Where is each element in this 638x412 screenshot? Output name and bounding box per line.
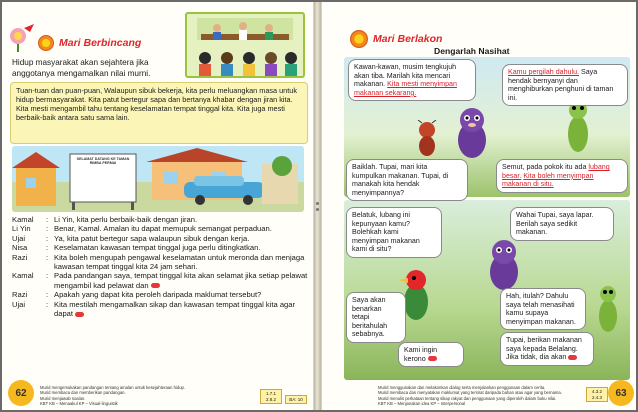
- speech-box: Tuan-tuan dan puan-puan, Walaupun sibuk bekerja, kita perlu meluangkan masa untuk hidup bermasyarakat. Kita patut bertegur sapa dan bertanya khabar dengan jiran kita. Kita mesti mengambil tahu tentang keselamatan tempat tinggal kita. Kita juga mesti berbaik-baik antara satu sama lain.: [10, 82, 308, 144]
- speech-bubble: [346, 159, 468, 201]
- footer-line: Murid mengemukakan pandangan tentang amalan untuk kesejahteraan hidup.: [40, 385, 186, 391]
- blank-pill-icon: [428, 356, 437, 361]
- code-item: 1.7.1: [265, 391, 276, 396]
- dialogue-line: Kamal : Li Yin, kita perlu berbaik-baik dengan jiran.: [12, 215, 308, 224]
- speaker-name: Li Yin: [12, 224, 31, 234]
- footer-line: Murid membaca dan menyatakan maklumat yang tersirat daripada bahan atau agar yang bernama.: [378, 390, 562, 396]
- footer-line: KBT KB – Menaakul KP – Visual-linguistik: [40, 400, 118, 406]
- footer-line: Murid menggunakan dan melakonkan dialog serta menjalankan penggunaan dalam cerita.: [378, 385, 546, 391]
- bubble-text: Baiklah. Tupai, mari kita kumpulkan makanan. Tupai, di manakah kita hendak menyimpannya?: [352, 163, 449, 197]
- book-gutter: [314, 2, 321, 410]
- footer-notes-left: [40, 385, 250, 406]
- bubble-highlight: lubang besar.: [502, 163, 610, 180]
- bubble-text: Semut, pada pokok itu ada: [502, 163, 587, 171]
- grasshopper-character: [558, 96, 598, 165]
- speech-bubble: [346, 292, 406, 343]
- left-section-header: [38, 34, 141, 52]
- bubble-text: Hah, itulah? Dahulu saya telah menasihati kamu supaya menyimpan makanan.: [506, 292, 576, 326]
- sunflower-icon: [350, 30, 368, 48]
- flower-icon: [38, 35, 54, 51]
- blank-pill-icon: [568, 355, 577, 360]
- intro-text: Hidup masyarakat akan sejahtera jika anggotanya mengamalkan nilai murni.: [12, 58, 151, 78]
- welcome-signboard: SELAMAT DATANG KE TAMAN RIMBA PERMAI: [76, 157, 130, 166]
- dialogue-line: Razi : Apakah yang dapat kita peroleh daripada maklumat tersebut?: [12, 290, 308, 299]
- bubble-highlight: Kamu pergilah dahulu.: [508, 68, 579, 76]
- bubble-text: Kami ingin kerono: [404, 346, 438, 363]
- speaker-name: Kamal: [12, 215, 34, 224]
- footer-line: Murid menjawab soalan.: [40, 395, 86, 401]
- speech-bubble: [496, 159, 628, 193]
- speech-bubble: [500, 332, 594, 366]
- speech-bubble: [346, 207, 442, 258]
- bubble-highlight: Kita boleh menyimpan makanan di situ.: [502, 171, 594, 189]
- dialogue-text: Keselamatan kawasan tempat tinggal juga perlu ditingkatkan.: [54, 243, 261, 253]
- page-number-left: 62: [8, 380, 34, 406]
- left-page: [2, 2, 314, 410]
- code-item: 4.3.2: [591, 389, 602, 394]
- grasshopper-character-2: [590, 282, 626, 343]
- standard-code-box-right: [586, 387, 608, 402]
- dialogue-text: Pada pandangan saya, tempat tinggal kita akan selamat jika setiap pelawat mengambil kad pelawat dan: [54, 271, 308, 290]
- bubble-text: Belatuk, lubang ini kepunyaan kamu? Bolehkah kami menyimpan makanan kami di situ?: [352, 211, 420, 254]
- bubble-text: Saya hendak bernyanyi dan menghiburkan penghuni di taman ini.: [508, 68, 614, 102]
- dialogue-line: Ujai : Ya, kita patut bertegur sapa walaupun sibuk dengan kerja.: [12, 234, 308, 243]
- footer-line: Murid membaca dan memberikan pandangan.: [40, 390, 126, 396]
- speech-bubble: [348, 59, 476, 101]
- dialogue-text: Kita mestilah mengamalkan sikap dan kawasan tempat tinggal kita agar dapat: [54, 299, 296, 319]
- speech-bubble: [398, 342, 464, 367]
- dialogue-line: Ujai : Kita mestilah mengamalkan sikap dan kawasan tempat tinggal kita agar dapat: [12, 299, 296, 319]
- dialogue-list: [12, 215, 308, 318]
- right-section-header: [350, 30, 442, 48]
- dialogue-text: Ya, kita patut bertegur sapa walaupun sibuk dengan kerja.: [54, 233, 250, 243]
- footer-notes-right: [378, 385, 598, 406]
- bubble-highlight: Kita mesti menyimpan makanan sekarang.: [354, 80, 457, 97]
- blank-pill-icon: [151, 283, 160, 288]
- dialogue-text: Li Yin, kita perlu berbaik-baik dengan jiran.: [54, 215, 198, 224]
- standard-code-box-left: [260, 389, 282, 404]
- bird-flower-icon: [8, 22, 36, 52]
- code-item: 2.8.2: [265, 396, 276, 402]
- right-page: [321, 2, 636, 410]
- dialogue-text: Kita boleh mengupah pengawal keselamatan untuk meronda dan menjaga kawasan tempat tinggal kita 24 jam sehari.: [54, 252, 305, 272]
- page-number-right: 63: [608, 380, 634, 406]
- bubble-text: Saya akan benarkan tetapi beritahulah sebabnya.: [352, 296, 388, 339]
- speaker-name: Ujai: [12, 299, 26, 309]
- speaker-name: Ujai: [12, 233, 26, 243]
- right-section-title: Mari Berlakon: [373, 33, 443, 45]
- dialogue-line: Li Yin : Benar, Kamal. Amalan itu dapat memupuk semangat perpaduan.: [12, 224, 308, 233]
- speaker-name: Razi: [12, 252, 28, 262]
- speech-bubble: [510, 207, 614, 241]
- ba-code-box: BA: 10: [285, 395, 307, 405]
- story-subtitle: Dengarlah Nasihat: [434, 46, 510, 56]
- footer-line: KBT KB – Menjanakan idea KP – Interpersonal: [378, 400, 466, 406]
- dialogue-text: Apakah yang dapat kita peroleh daripada maklumat tersebut?: [54, 290, 262, 300]
- bubble-text: Kawan-kawan, musim tengkujuh akan tiba. Marilah kita mencari makanan.: [354, 63, 457, 89]
- dialogue-text: Benar, Kamal. Amalan itu dapat memupuk semangat perpaduan.: [54, 224, 272, 234]
- dialogue-line: Nisa : Keselamatan kawasan tempat tinggal juga perlu ditingkatkan.: [12, 243, 308, 252]
- left-section-title: Mari Berbincang: [59, 37, 142, 49]
- footer-line: Murid menulis perkataan tentang sikap rakyat dan penggunaan yang diperoleh dalam buku nilai.: [378, 395, 557, 401]
- neighbourhood-illustration: [12, 146, 304, 212]
- dialogue-line: Kamal : Pada pandangan saya, tempat tinggal kita akan selamat jika setiap pelawat mengambil kad pelawat dan: [12, 271, 308, 290]
- meeting-illustration: [185, 12, 305, 78]
- speaker-name: Kamal: [12, 271, 34, 281]
- squirrel-character: [450, 102, 494, 167]
- speaker-name: Nisa: [12, 243, 28, 253]
- blank-pill-icon: [75, 312, 84, 317]
- speech-bubble: [500, 288, 586, 330]
- speech-bubble: [502, 64, 628, 106]
- code-item: 2.4.3: [591, 394, 602, 400]
- dialogue-line: Razi : Kita boleh mengupah pengawal keselamatan untuk meronda dan menjaga kawasan tempat tinggal kita 24 jam sehari.: [12, 253, 308, 272]
- speaker-name: Razi: [12, 290, 28, 300]
- bubble-text: Tupai, berikan makanan saya kepada Belalang. Jika tidak, dia akan: [506, 336, 582, 362]
- bubble-text: Wahai Tupai, saya lapar. Berilah saya sedikit makanan.: [516, 211, 594, 237]
